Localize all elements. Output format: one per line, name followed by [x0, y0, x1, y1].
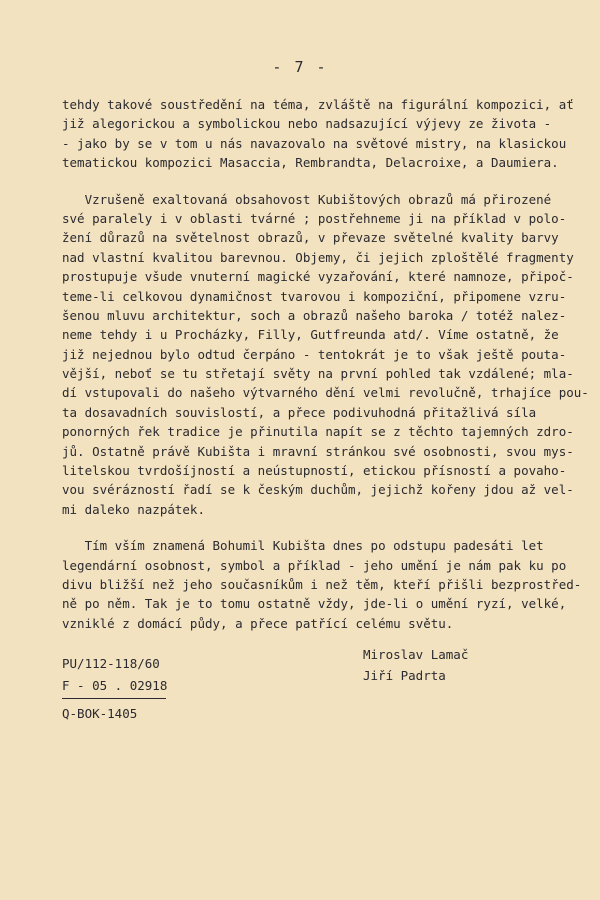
text-line: neme tehdy i u Procházky, Filly, Gutfreunda atd/. Víme ostatně, že [62, 327, 559, 343]
author-name-2: Jiří Padrta [363, 668, 446, 683]
paragraph-gap [62, 519, 582, 536]
author-name-1: Miroslav Lamač [363, 647, 469, 662]
text-line: tematickou kompozici Masaccia, Rembrandta, Delacroixe, a Daumiera. [62, 155, 559, 171]
text-line: - jako by se v tom u nás navazovalo na světové mistry, na klasickou [62, 135, 567, 151]
text-line: mi daleko nazpátek. [62, 501, 205, 517]
paragraph [62, 536, 582, 633]
text-line: nad vlastní kvalitou barevnou. Objemy, či jejich zploštělé fragmenty [62, 249, 574, 265]
reference-code-3: Q-BOK-1405 [62, 706, 138, 721]
text-line: jů. Ostatně právě Kubišta i mravní stránkou své osobnosti, svou mys- [62, 443, 574, 459]
reference-code-1: PU/112-118/60 [62, 656, 160, 671]
text-line: žení důrazů na světelnost obrazů, v převaze světelné kvality barvy [62, 230, 559, 246]
body-text [62, 95, 589, 633]
text-line: šenou mluvu architektur, soch a obrazů našeho baroka / totéž nalez- [62, 307, 567, 323]
page-number: - 7 - [272, 58, 328, 76]
text-line: Vzrušeně exaltovaná obsahovost Kubištových obrazů má přirozené [62, 191, 552, 207]
text-line: vější, neboť se tu střetají světy na první pohled tak vzdálené; mla- [62, 366, 574, 382]
text-line: ně po něm. Tak je to tomu ostatně vždy, jde-li o umění ryzí, velké, [62, 596, 567, 612]
text-line: ta dosavadních souvislostí, a přece podivuhodná přitažlivá síla [62, 404, 537, 420]
text-line: litelskou tvrdošíjností a neústupností, etickou přísností a povaho- [62, 463, 567, 479]
text-line: ponorných řek tradice je přinutila napít se z těchto tajemných zdro- [62, 424, 574, 440]
text-line: již alegorickou a symbolickou nebo nadsazující výjevy ze života - [62, 116, 552, 132]
text-line: prostupuje všude vnuterní magické vyzařování, které namnoze, připoč- [62, 269, 574, 285]
text-line: vou svérázností řadí se k českým duchům, jejichž kořeny jdou až vel- [62, 482, 574, 498]
text-line: dí vstupovali do našeho výtvarného dění velmi revolučně, trhajíce pou- [62, 385, 589, 401]
paragraph [62, 190, 589, 520]
paragraph [62, 95, 582, 173]
text-line: divu bližší než jeho současníkům i než těm, kteří přišli bezprostřed- [62, 576, 582, 592]
text-line: své paralely i v oblasti tvárné ; postřehneme ji na příklad v polo- [62, 210, 567, 226]
text-line: Tím vším znamená Bohumil Kubišta dnes po odstupu padesáti let [62, 538, 544, 554]
text-line: tehdy takové soustředění na téma, zvláště na figurální kompozici, ať [62, 97, 574, 112]
text-line: teme-li celkovou dynamičnost tvarovou i kompoziční, připomene vzru- [62, 288, 567, 304]
text-line: legendární osobnost, symbol a příklad - jeho umění je nám pak ku po [62, 557, 567, 573]
author-block [363, 644, 563, 686]
text-line: již nejednou bylo odtud čerpáno - tentokrát je to však ještě pouta- [62, 346, 567, 362]
reference-code-2: F - 05 . 02918 [62, 678, 168, 693]
paragraph-gap [62, 173, 582, 190]
reference-block [62, 653, 222, 725]
divider-line [62, 698, 166, 699]
text-line: vzniklé z domácí půdy, a přece patřící celému světu. [62, 615, 454, 631]
